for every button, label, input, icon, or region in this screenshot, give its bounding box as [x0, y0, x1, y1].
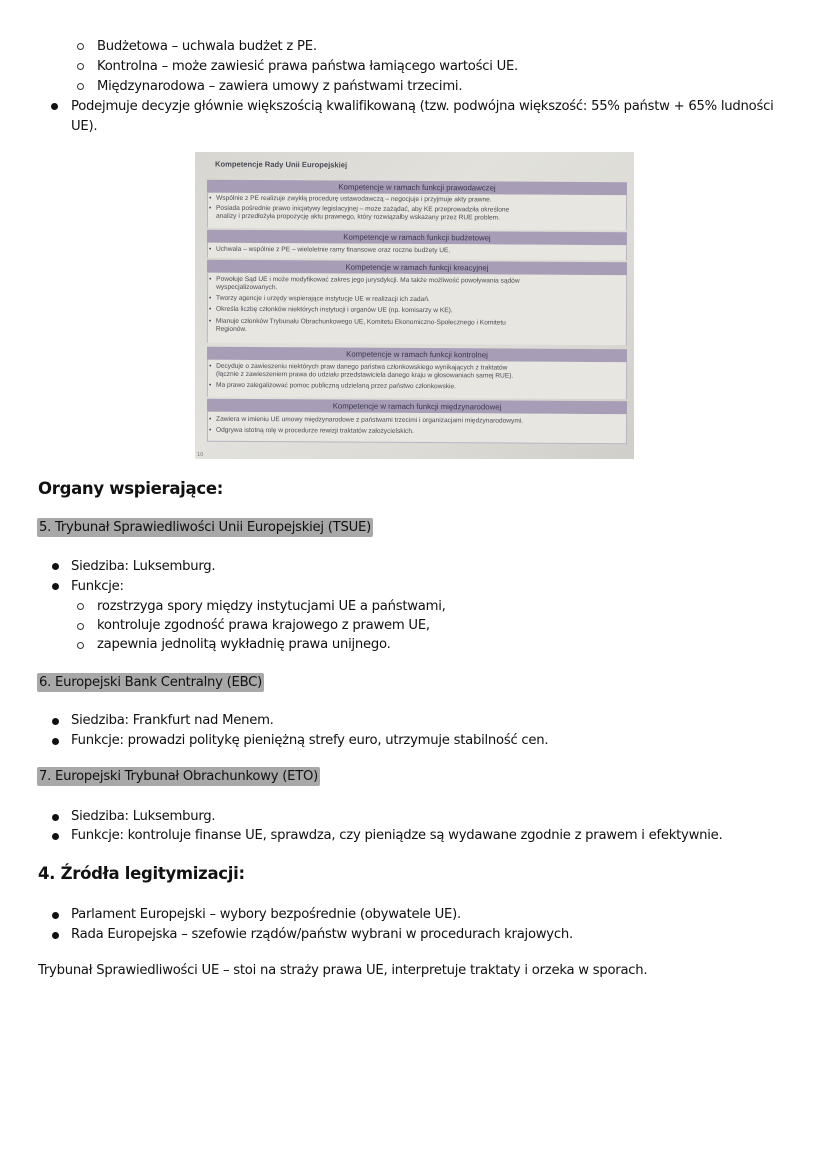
- photo-line: • Mianuje członków Trybunału Obrachunkowego UE, Komitetu Ekonomiczno-Społecznego i Komitetu: [216, 318, 506, 328]
- photo-section-body: [207, 193, 627, 231]
- photo-line: • Posiada pośrednie prawo inicjatywy legislacyjnej – może zażądać, aby KE przeprowadziła określone: [216, 205, 509, 215]
- tsue-function-item: rozstrzyga spory między instytucjami UE a państwami,: [97, 599, 446, 614]
- photo-line: • Decyduje o zawieszeniu niektórych praw danego państwa członkowskiego wynikających z traktatów: [216, 363, 507, 373]
- filled-bullet-icon: [52, 583, 59, 590]
- list-item-control: Kontrolna – może zawiesić prawa państwa łamiącego wartości UE.: [97, 59, 518, 74]
- photo-line: • Ma prawo zalegalizować pomoc publiczną udzielaną przez państwo członkowskie.: [216, 382, 456, 391]
- photo-line: • Uchwala – wspólnie z PE – wieloletnie ramy finansowe oraz roczne budżety UE.: [216, 246, 450, 255]
- eto-seat: Siedziba: Luksemburg.: [71, 809, 216, 824]
- photo-line: analizy i przedłożyła propozycję aktu prawnego, który rozwiązałby wskazany przez RUE problem.: [215, 212, 501, 222]
- photo-section-body: [207, 273, 627, 346]
- highlight-heading-ebc: 6. Europejski Bank Centralny (EBC): [39, 675, 263, 690]
- hollow-bullet-icon: [77, 623, 84, 630]
- photo-section-header: Kompetencje w ramach funkcji kontrolnej: [207, 347, 627, 363]
- photo-line: • Określa liczbę członków niektórych instytucji i organów UE (np. komisarzy w KE).: [216, 306, 453, 315]
- highlight-heading-eto: 7. Europejski Trybunał Obrachunkowy (ETO): [39, 769, 319, 784]
- legitimacy-item: Parlament Europejski – wybory bezpośrednie (obywatele UE).: [71, 907, 461, 922]
- hollow-bullet-icon: [77, 83, 84, 90]
- photo-section-body: [207, 243, 627, 261]
- photo-section-body: [207, 412, 627, 445]
- list-item-budget: Budżetowa – uchwala budżet z PE.: [97, 39, 317, 54]
- tsue-function-item: zapewnia jednolitą wykładnię prawa unijnego.: [97, 637, 391, 652]
- photo-line: • Wspólnie z PE realizuje zwykłą procedurę ustawodawczą – negocjuje i przyjmuje akty prawne.: [216, 195, 492, 205]
- decision-text-line2: UE).: [71, 119, 98, 134]
- photo-line: Regionów.: [215, 325, 247, 333]
- photo-section-header: Kompetencje w ramach funkcji międzynarodowej: [207, 399, 627, 415]
- photo-section-header: Kompetencje w ramach funkcji prawodawczej: [207, 180, 627, 196]
- filled-bullet-icon: [52, 563, 59, 570]
- section-heading-supporting: Organy wspierające:: [38, 479, 224, 498]
- legitimacy-paragraph: Trybunał Sprawiedliwości UE – stoi na straży prawa UE, interpretuje traktaty i orzeka w sporach.: [38, 963, 648, 978]
- hollow-bullet-icon: [77, 642, 84, 649]
- tsue-seat: Siedziba: Luksemburg.: [71, 559, 216, 574]
- highlight-heading-tsue: 5. Trybunał Sprawiedliwości Unii Europejskiej (TSUE): [39, 520, 371, 535]
- list-item-international: Międzynarodowa – zawiera umowy z państwami trzecimi.: [97, 79, 463, 94]
- hollow-bullet-icon: [77, 43, 84, 50]
- hollow-bullet-icon: [77, 603, 84, 610]
- ebc-seat: Siedziba: Frankfurt nad Menem.: [71, 713, 274, 728]
- filled-bullet-icon: [52, 912, 59, 919]
- photo-page-number: 10: [197, 452, 204, 458]
- filled-bullet-icon: [52, 932, 59, 939]
- photo-line: • Tworzy agencje i urzędy wspierające instytucje UE w realizacji ich zadań.: [216, 295, 430, 304]
- textbook-table-photo: [195, 152, 634, 459]
- filled-bullet-icon: [52, 738, 59, 745]
- hollow-bullet-icon: [77, 63, 84, 70]
- filled-bullet-icon: [52, 718, 59, 725]
- photo-section-body: [207, 360, 627, 400]
- tsue-functions-label: Funkcje:: [71, 579, 124, 594]
- photo-section-header: Kompetencje w ramach funkcji budżetowej: [207, 230, 627, 246]
- tsue-function-item: kontroluje zgodność prawa krajowego z prawem UE,: [97, 618, 430, 633]
- photo-line: • Odgrywa istotną rolę w procedurze rewizji traktatów założycielskich.: [216, 427, 414, 436]
- photo-line: • Zawiera w imieniu UE umowy międzynarodowe z państwami trzecimi i organizacjami międzynarodowymi.: [216, 416, 523, 426]
- decision-text-line1: Podejmuje decyzje głównie większością kwalifikowaną (tzw. podwójna większość: 55% państw + 65% ludności: [71, 99, 774, 114]
- photo-line: • Powołuje Sąd UE i może modyfikować zakres jego jurysdykcji. Ma także możliwość powoływania sądów: [216, 276, 519, 286]
- ebc-functions: Funkcje: prowadzi politykę pieniężną strefy euro, utrzymuje stabilność cen.: [71, 733, 549, 748]
- photo-section-header: Kompetencje w ramach funkcji kreacyjnej: [207, 260, 627, 276]
- filled-bullet-icon: [52, 814, 59, 821]
- section-heading-legitimacy: 4. Źródła legitymizacji:: [38, 864, 245, 883]
- filled-bullet-icon: [51, 103, 58, 110]
- photo-line: wyspecjalizowanych.: [216, 283, 278, 292]
- filled-bullet-icon: [52, 833, 59, 840]
- eto-functions: Funkcje: kontroluje finanse UE, sprawdza, czy pieniądze są wydawane zgodnie z prawem i efektywnie.: [71, 828, 723, 843]
- legitimacy-item: Rada Europejska – szefowie rządów/państw wybrani w procedurach krajowych.: [71, 927, 573, 942]
- photo-line: (łącznie z zawieszeniem prawa do udziału przedstawiciela danego kraju w głosowaniach samej RUE).: [216, 370, 514, 380]
- photo-table-title: Kompetencje Rady Unii Europejskiej: [214, 159, 348, 170]
